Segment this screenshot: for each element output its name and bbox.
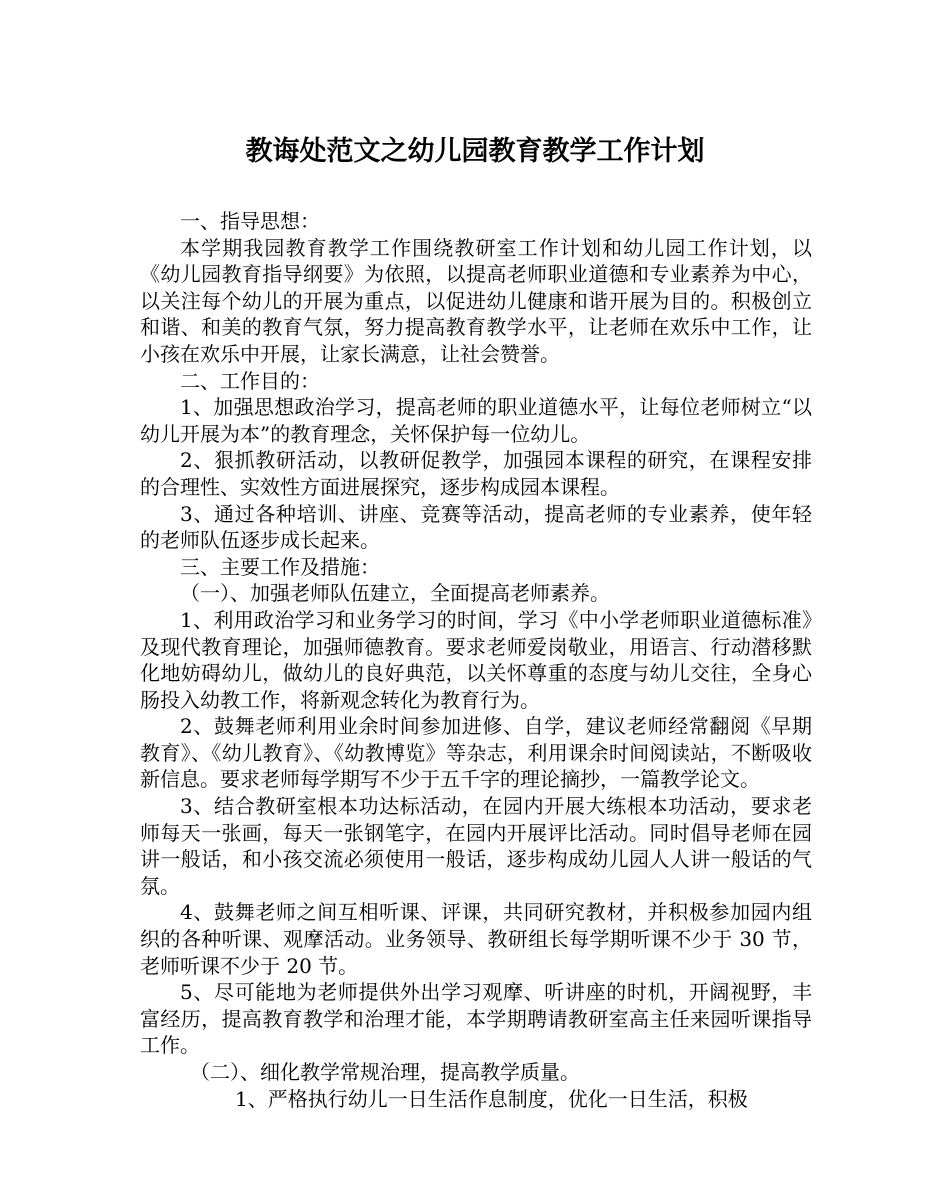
- section-heading-work-goals: 二、工作目的：: [180, 368, 320, 393]
- paragraph: 2、狠抓教研活动，以教研促教学，加强园本课程的研究，在课程安排的合理性、实效性方面进展探究，逐步构成园本课程。: [140, 448, 812, 499]
- paragraph: 1、严格执行幼儿一日生活作息制度，优化一日生活，积极: [235, 1086, 748, 1111]
- section-heading-guiding-thought: 一、指导思想：: [180, 209, 320, 233]
- section-heading-main-work: 三、主要工作及措施：: [180, 554, 380, 579]
- document-body: [140, 208, 812, 1112]
- paragraph: 4、鼓舞老师之间互相听课、评课，共同研究教材，并积极参加园内组织的各种听课、观摩活动。业务领导、教研组长每学期听课不少于 30 节，老师听课不少于 20 节。: [140, 900, 812, 978]
- paragraph: 5、尽可能地为老师提供外出学习观摩、听讲座的时机，开阔视野，丰富经历，提高教育教学和治理才能，本学期聘请教研室高主任来园听课指导工作。: [140, 980, 812, 1058]
- paragraph: 1、加强思想政治学习，提高老师的职业道德水平，让每位老师树立“以幼儿开展为本”的教育理念，关怀保护每一位幼儿。: [140, 395, 812, 446]
- subsection-heading: （一）、加强老师队伍建立，全面提高老师素养。: [180, 581, 610, 606]
- document-title: 教诲处范文之幼儿园教育教学工作计划: [245, 136, 705, 167]
- paragraph: 1、利用政治学习和业务学习的时间，学习《中小学老师职业道德标准》及现代教育理论，加强师德教育。要求老师爱岗敬业，用语言、行动潜移默化地妨碍幼儿，做幼儿的良好典范，以关怀尊重的态度与幼儿交往，全身心肠投入幼教工作，将新观念转化为教育行为。: [140, 607, 812, 712]
- subsection-heading: （二）、细化教学常规治理，提高教学质量。: [190, 1060, 580, 1084]
- paragraph: 本学期我园教育教学工作围绕教研室工作计划和幼儿园工作计划，以《幼儿园教育指导纲要》为依照，以提高老师职业道德和专业素养为中心，以关注每个幼儿的开展为重点，以促进幼儿健康和谐开展为目的。积极创立和谐、和美的教育气氛，努力提高教育教学水平，让老师在欢乐中工作，让小孩在欢乐中开展，让家长满意，让社会赞誉。: [140, 235, 812, 366]
- paragraph: 3、通过各种培训、讲座、竞赛等活动，提高老师的专业素养，使年轻的老师队伍逐步成长起来。: [140, 501, 812, 553]
- paragraph: 2、鼓舞老师利用业余时间参加进修、自学，建议老师经常翻阅《早期教育》、《幼儿教育》、《幼教博览》等杂志，利用课余时间阅读站，不断吸收新信息。要求老师每学期写不少于五千字的理论摘抄，一篇教学论文。: [140, 714, 812, 792]
- paragraph: 3、结合教研室根本功达标活动，在园内开展大练根本功活动，要求老师每天一张画，每天一张钢笔字，在园内开展评比活动。同时倡导老师在园讲一般话，和小孩交流必须使用一般话，逐步构成幼儿园人人讲一般话的气氛。: [140, 794, 812, 898]
